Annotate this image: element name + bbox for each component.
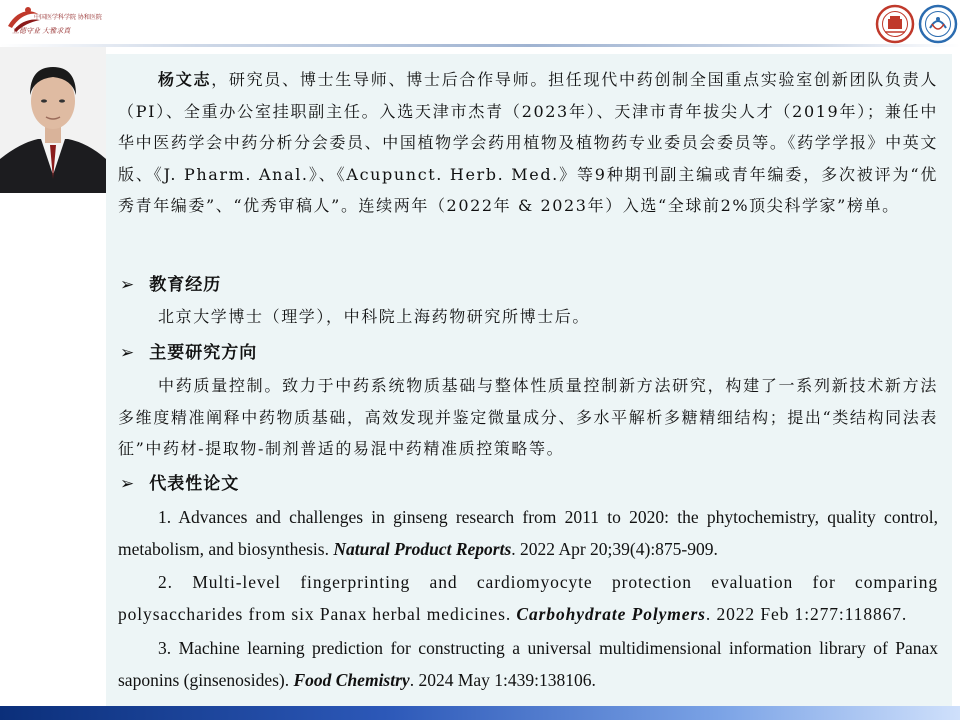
paper-item-2: [118, 566, 938, 630]
bio-paragraph: [118, 64, 938, 222]
footer-bar: [0, 706, 960, 720]
paper-title: 2. Multi-level fingerprinting and cardiomyocyte protection evaluation for comparing polysaccharides from six Panax herbal medicines.: [118, 572, 938, 624]
papers-heading-label: 代表性论文: [149, 474, 240, 494]
education-heading: [120, 270, 221, 295]
logo-line-1: 中国医学科学院 协和医院: [34, 14, 102, 21]
research-text: 中药质量控制。致力于中药系统物质基础与整体性质量控制新方法研究，构建了一系列新技术新方法多维度精准阐释中药物质基础，高效发现并鉴定微量成分、多水平解析多糖精细结构；提出“类结构同法表征”中药材-提取物-制剂普适的易混中药精准质控策略等。: [118, 376, 938, 458]
paper-title: 1. Advances and challenges in ginseng research from 2011 to 2020: the phytochemistry, quality control, metabolism, and biosynthesis.: [118, 507, 938, 559]
research-heading-label: 主要研究方向: [149, 343, 258, 363]
header-band: [0, 0, 960, 46]
bio-text: ，研究员、博士生导师、博士后合作导师。担任现代中药创制全国重点实验室创新团队负责人（PI）、全重办公室挂职副主任。入选天津市杰青（2023年）、天津市青年拔尖人才（2019年）；兼任中华中医药学会中药分析分会委员、中国植物学会药用植物及植物药专业委员会委员等。《药学学报》中英文版、《J. Pharm. Anal.》、《Acupunct. Herb. Med.》等9种期刊副主编或青年编委，多次被评为“优秀青年编委”、“优秀审稿人”。连续两年（2022年 & 2023年）入选“全球前2%顶尖科学家”榜单。: [118, 70, 938, 215]
bullet-arrow-icon: ➢: [120, 343, 136, 363]
research-heading: [120, 338, 257, 363]
paper-journal: Carbohydrate Polymers: [516, 604, 706, 624]
paper-item-1: [118, 501, 938, 565]
logo-line-2: 立德守业 大雅求真: [12, 27, 71, 35]
header-divider: [0, 44, 960, 47]
bullet-arrow-icon: ➢: [120, 474, 136, 494]
paper-citation: . 2022 Feb 1:277:118867.: [705, 604, 908, 624]
portrait-photo: [0, 47, 106, 193]
education-heading-label: 教育经历: [149, 275, 222, 295]
paper-citation: . 2024 May 1:439:138106.: [409, 670, 596, 690]
paper-journal: Natural Product Reports: [333, 539, 512, 559]
paper-journal: Food Chemistry: [293, 670, 410, 690]
paper-title: 3. Machine learning prediction for constructing a universal multidimensional information library of Panax saponins (ginsenosides).: [118, 638, 938, 690]
institution-logo: [4, 4, 134, 38]
paper-item-3: [118, 632, 938, 696]
university-emblem-icon: [875, 4, 915, 44]
paper-citation: . 2022 Apr 20;39(4):875-909.: [511, 539, 718, 559]
laboratory-emblem-icon: [918, 4, 958, 44]
education-text: 北京大学博士（理学），中科院上海药物研究所博士后。: [158, 307, 591, 326]
bio-name: 杨文志: [158, 70, 212, 89]
bullet-arrow-icon: ➢: [120, 275, 136, 295]
papers-heading: [120, 469, 239, 494]
